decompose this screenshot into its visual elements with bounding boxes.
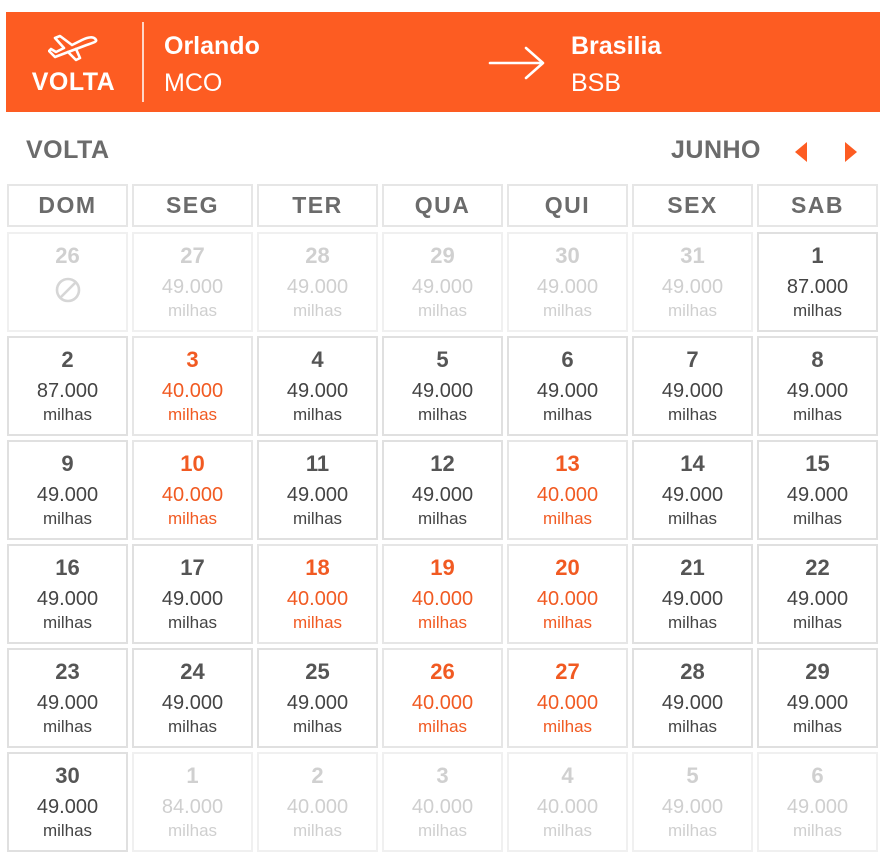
day-number: 2 bbox=[61, 347, 74, 372]
day-price-unit: milhas bbox=[417, 405, 468, 424]
calendar-day[interactable] bbox=[257, 440, 378, 540]
day-price-unit: milhas bbox=[42, 509, 93, 528]
calendar-day[interactable] bbox=[382, 440, 503, 540]
day-price-unit: milhas bbox=[42, 717, 93, 736]
day-price: 49.000 bbox=[536, 276, 599, 298]
arrow-right-icon bbox=[488, 46, 546, 80]
flight-header bbox=[6, 12, 880, 112]
caret-left-icon bbox=[794, 141, 808, 163]
day-number: 22 bbox=[805, 555, 830, 580]
day-number: 4 bbox=[311, 347, 324, 372]
day-price-unit: milhas bbox=[542, 821, 593, 840]
direction-label: VOLTA bbox=[31, 67, 116, 96]
calendar-day[interactable] bbox=[257, 544, 378, 644]
day-number: 7 bbox=[686, 347, 699, 372]
day-number: 26 bbox=[55, 243, 80, 268]
day-price: 40.000 bbox=[411, 796, 474, 818]
day-number: 28 bbox=[680, 659, 705, 684]
day-number: 31 bbox=[680, 243, 705, 268]
weekday-sab: SAB bbox=[757, 184, 878, 227]
day-price-unit: milhas bbox=[542, 405, 593, 424]
day-price: 49.000 bbox=[786, 588, 849, 610]
calendar-day[interactable] bbox=[507, 648, 628, 748]
calendar-day bbox=[632, 232, 753, 332]
calendar-day[interactable] bbox=[7, 440, 128, 540]
day-price: 49.000 bbox=[661, 796, 724, 818]
calendar-day[interactable] bbox=[7, 544, 128, 644]
origin-code: MCO bbox=[164, 69, 223, 97]
day-number: 3 bbox=[186, 347, 199, 372]
weekday-sex: SEX bbox=[632, 184, 753, 227]
day-price-unit: milhas bbox=[667, 717, 718, 736]
calendar-day[interactable] bbox=[132, 440, 253, 540]
day-price: 49.000 bbox=[786, 484, 849, 506]
calendar-day bbox=[632, 752, 753, 852]
day-number: 28 bbox=[305, 243, 330, 268]
day-number: 14 bbox=[680, 451, 705, 476]
day-number: 17 bbox=[180, 555, 205, 580]
origin-block bbox=[164, 30, 260, 100]
day-number: 21 bbox=[680, 555, 705, 580]
day-price-unit: milhas bbox=[42, 821, 93, 840]
day-price-unit: milhas bbox=[667, 301, 718, 320]
calendar-day[interactable] bbox=[7, 648, 128, 748]
caret-right-icon bbox=[844, 141, 858, 163]
day-price: 40.000 bbox=[411, 588, 474, 610]
day-price: 40.000 bbox=[536, 692, 599, 714]
day-price-unit: milhas bbox=[167, 821, 218, 840]
calendar-title: VOLTA bbox=[26, 136, 110, 164]
day-price: 49.000 bbox=[661, 276, 724, 298]
calendar-day[interactable] bbox=[257, 336, 378, 436]
day-price: 49.000 bbox=[411, 380, 474, 402]
day-price: 49.000 bbox=[161, 692, 224, 714]
weekday-qui: QUI bbox=[507, 184, 628, 227]
day-number: 15 bbox=[805, 451, 830, 476]
day-number: 23 bbox=[55, 659, 80, 684]
day-price-unit: milhas bbox=[542, 509, 593, 528]
day-price-unit: milhas bbox=[292, 821, 343, 840]
day-number: 16 bbox=[55, 555, 80, 580]
day-price: 49.000 bbox=[786, 380, 849, 402]
day-number: 13 bbox=[555, 451, 580, 476]
weekday-seg: SEG bbox=[132, 184, 253, 227]
calendar-day[interactable] bbox=[132, 648, 253, 748]
calendar-day bbox=[757, 752, 878, 852]
day-price: 49.000 bbox=[786, 796, 849, 818]
day-number: 5 bbox=[436, 347, 449, 372]
day-price: 87.000 bbox=[786, 276, 849, 298]
day-price-unit: milhas bbox=[292, 613, 343, 632]
calendar-day[interactable] bbox=[757, 544, 878, 644]
day-price: 40.000 bbox=[536, 796, 599, 818]
day-price: 49.000 bbox=[36, 796, 99, 818]
prev-month-button[interactable] bbox=[790, 140, 812, 164]
day-number: 24 bbox=[180, 659, 205, 684]
destination-block bbox=[571, 30, 661, 100]
day-price: 40.000 bbox=[286, 588, 349, 610]
day-price: 49.000 bbox=[786, 692, 849, 714]
calendar-day bbox=[382, 232, 503, 332]
day-number: 8 bbox=[811, 347, 824, 372]
day-price: 49.000 bbox=[161, 588, 224, 610]
calendar-day[interactable] bbox=[757, 232, 878, 332]
day-number: 30 bbox=[555, 243, 580, 268]
calendar-day[interactable] bbox=[132, 336, 253, 436]
day-price-unit: milhas bbox=[667, 613, 718, 632]
weekday-dom: DOM bbox=[7, 184, 128, 227]
calendar-day bbox=[132, 752, 253, 852]
day-price: 49.000 bbox=[661, 692, 724, 714]
day-price-unit: milhas bbox=[667, 821, 718, 840]
day-price-unit: milhas bbox=[292, 405, 343, 424]
calendar-day[interactable] bbox=[507, 440, 628, 540]
calendar-day[interactable] bbox=[382, 648, 503, 748]
day-price-unit: milhas bbox=[417, 821, 468, 840]
calendar-day[interactable] bbox=[632, 648, 753, 748]
calendar-day bbox=[507, 752, 628, 852]
weekday-header bbox=[7, 184, 880, 232]
plane-icon bbox=[48, 28, 100, 62]
day-price: 49.000 bbox=[286, 484, 349, 506]
calendar-day[interactable] bbox=[132, 544, 253, 644]
day-price: 40.000 bbox=[536, 588, 599, 610]
day-number: 19 bbox=[430, 555, 455, 580]
day-number: 10 bbox=[180, 451, 205, 476]
calendar-day[interactable] bbox=[757, 648, 878, 748]
day-price: 87.000 bbox=[36, 380, 99, 402]
day-price: 49.000 bbox=[536, 380, 599, 402]
day-number: 29 bbox=[805, 659, 830, 684]
weekday-qua: QUA bbox=[382, 184, 503, 227]
calendar-day[interactable] bbox=[7, 336, 128, 436]
day-number: 9 bbox=[61, 451, 74, 476]
calendar-day bbox=[257, 752, 378, 852]
day-price: 49.000 bbox=[36, 484, 99, 506]
calendar-day[interactable] bbox=[632, 544, 753, 644]
day-price-unit: milhas bbox=[292, 301, 343, 320]
day-price-unit: milhas bbox=[167, 613, 218, 632]
day-number: 5 bbox=[686, 763, 699, 788]
day-price-unit: milhas bbox=[792, 301, 843, 320]
calendar-day[interactable] bbox=[632, 336, 753, 436]
calendar-day bbox=[257, 232, 378, 332]
day-price: 40.000 bbox=[286, 796, 349, 818]
weekday-ter: TER bbox=[257, 184, 378, 227]
day-number: 25 bbox=[305, 659, 330, 684]
calendar-day[interactable] bbox=[7, 752, 128, 852]
day-price: 49.000 bbox=[661, 484, 724, 506]
next-month-button[interactable] bbox=[840, 140, 862, 164]
day-price-unit: milhas bbox=[417, 613, 468, 632]
destination-city: Brasilia bbox=[571, 32, 662, 60]
calendar-day[interactable] bbox=[257, 648, 378, 748]
month-label: JUNHO bbox=[670, 136, 761, 164]
day-price: 49.000 bbox=[286, 380, 349, 402]
day-price-unit: milhas bbox=[167, 301, 218, 320]
day-price: 49.000 bbox=[36, 588, 99, 610]
calendar-day[interactable] bbox=[507, 544, 628, 644]
day-price-unit: milhas bbox=[542, 613, 593, 632]
calendar-day[interactable] bbox=[507, 336, 628, 436]
day-price-unit: milhas bbox=[167, 717, 218, 736]
day-price: 49.000 bbox=[286, 276, 349, 298]
day-price: 40.000 bbox=[536, 484, 599, 506]
direction-block bbox=[6, 12, 141, 112]
day-number: 1 bbox=[811, 243, 824, 268]
day-price-unit: milhas bbox=[42, 613, 93, 632]
day-price: 49.000 bbox=[161, 276, 224, 298]
calendar-day[interactable] bbox=[382, 544, 503, 644]
day-price-unit: milhas bbox=[292, 509, 343, 528]
day-number: 26 bbox=[430, 659, 455, 684]
day-price-unit: milhas bbox=[792, 613, 843, 632]
day-number: 6 bbox=[561, 347, 574, 372]
header-divider bbox=[142, 22, 144, 102]
day-price: 40.000 bbox=[161, 484, 224, 506]
day-price-unit: milhas bbox=[792, 717, 843, 736]
day-number: 29 bbox=[430, 243, 455, 268]
day-number: 11 bbox=[305, 451, 330, 476]
day-number: 1 bbox=[186, 763, 199, 788]
day-price-unit: milhas bbox=[667, 509, 718, 528]
day-number: 20 bbox=[555, 555, 580, 580]
day-price-unit: milhas bbox=[792, 509, 843, 528]
day-number: 18 bbox=[305, 555, 330, 580]
day-number: 4 bbox=[561, 763, 574, 788]
day-price: 40.000 bbox=[161, 380, 224, 402]
day-price-unit: milhas bbox=[417, 509, 468, 528]
calendar-day bbox=[132, 232, 253, 332]
calendar-grid bbox=[7, 232, 880, 852]
day-number: 3 bbox=[436, 763, 449, 788]
day-price-unit: milhas bbox=[292, 717, 343, 736]
day-price-unit: milhas bbox=[792, 821, 843, 840]
calendar-day[interactable] bbox=[757, 440, 878, 540]
origin-city: Orlando bbox=[164, 32, 260, 60]
day-price: 40.000 bbox=[411, 692, 474, 714]
destination-code: BSB bbox=[571, 69, 622, 97]
day-price-unit: milhas bbox=[542, 301, 593, 320]
day-price: 49.000 bbox=[661, 588, 724, 610]
day-price-unit: milhas bbox=[42, 405, 93, 424]
day-price-unit: milhas bbox=[667, 405, 718, 424]
day-price-unit: milhas bbox=[542, 717, 593, 736]
day-price-unit: milhas bbox=[417, 301, 468, 320]
day-number: 27 bbox=[555, 659, 580, 684]
day-price-unit: milhas bbox=[167, 509, 218, 528]
unavailable-icon bbox=[54, 276, 82, 304]
calendar-day[interactable] bbox=[757, 336, 878, 436]
day-number: 6 bbox=[811, 763, 824, 788]
day-number: 12 bbox=[430, 451, 455, 476]
calendar-toolbar bbox=[6, 128, 880, 176]
calendar-day[interactable] bbox=[632, 440, 753, 540]
day-price: 49.000 bbox=[36, 692, 99, 714]
day-number: 30 bbox=[55, 763, 80, 788]
day-number: 27 bbox=[180, 243, 205, 268]
day-price-unit: milhas bbox=[417, 717, 468, 736]
day-price-unit: milhas bbox=[167, 405, 218, 424]
day-price: 49.000 bbox=[286, 692, 349, 714]
day-price: 49.000 bbox=[661, 380, 724, 402]
calendar-day bbox=[382, 752, 503, 852]
day-price: 84.000 bbox=[161, 796, 224, 818]
day-price-unit: milhas bbox=[792, 405, 843, 424]
day-price: 49.000 bbox=[411, 276, 474, 298]
day-price: 49.000 bbox=[411, 484, 474, 506]
day-number: 2 bbox=[311, 763, 324, 788]
calendar-day bbox=[7, 232, 128, 332]
calendar-day[interactable] bbox=[382, 336, 503, 436]
calendar-day bbox=[507, 232, 628, 332]
